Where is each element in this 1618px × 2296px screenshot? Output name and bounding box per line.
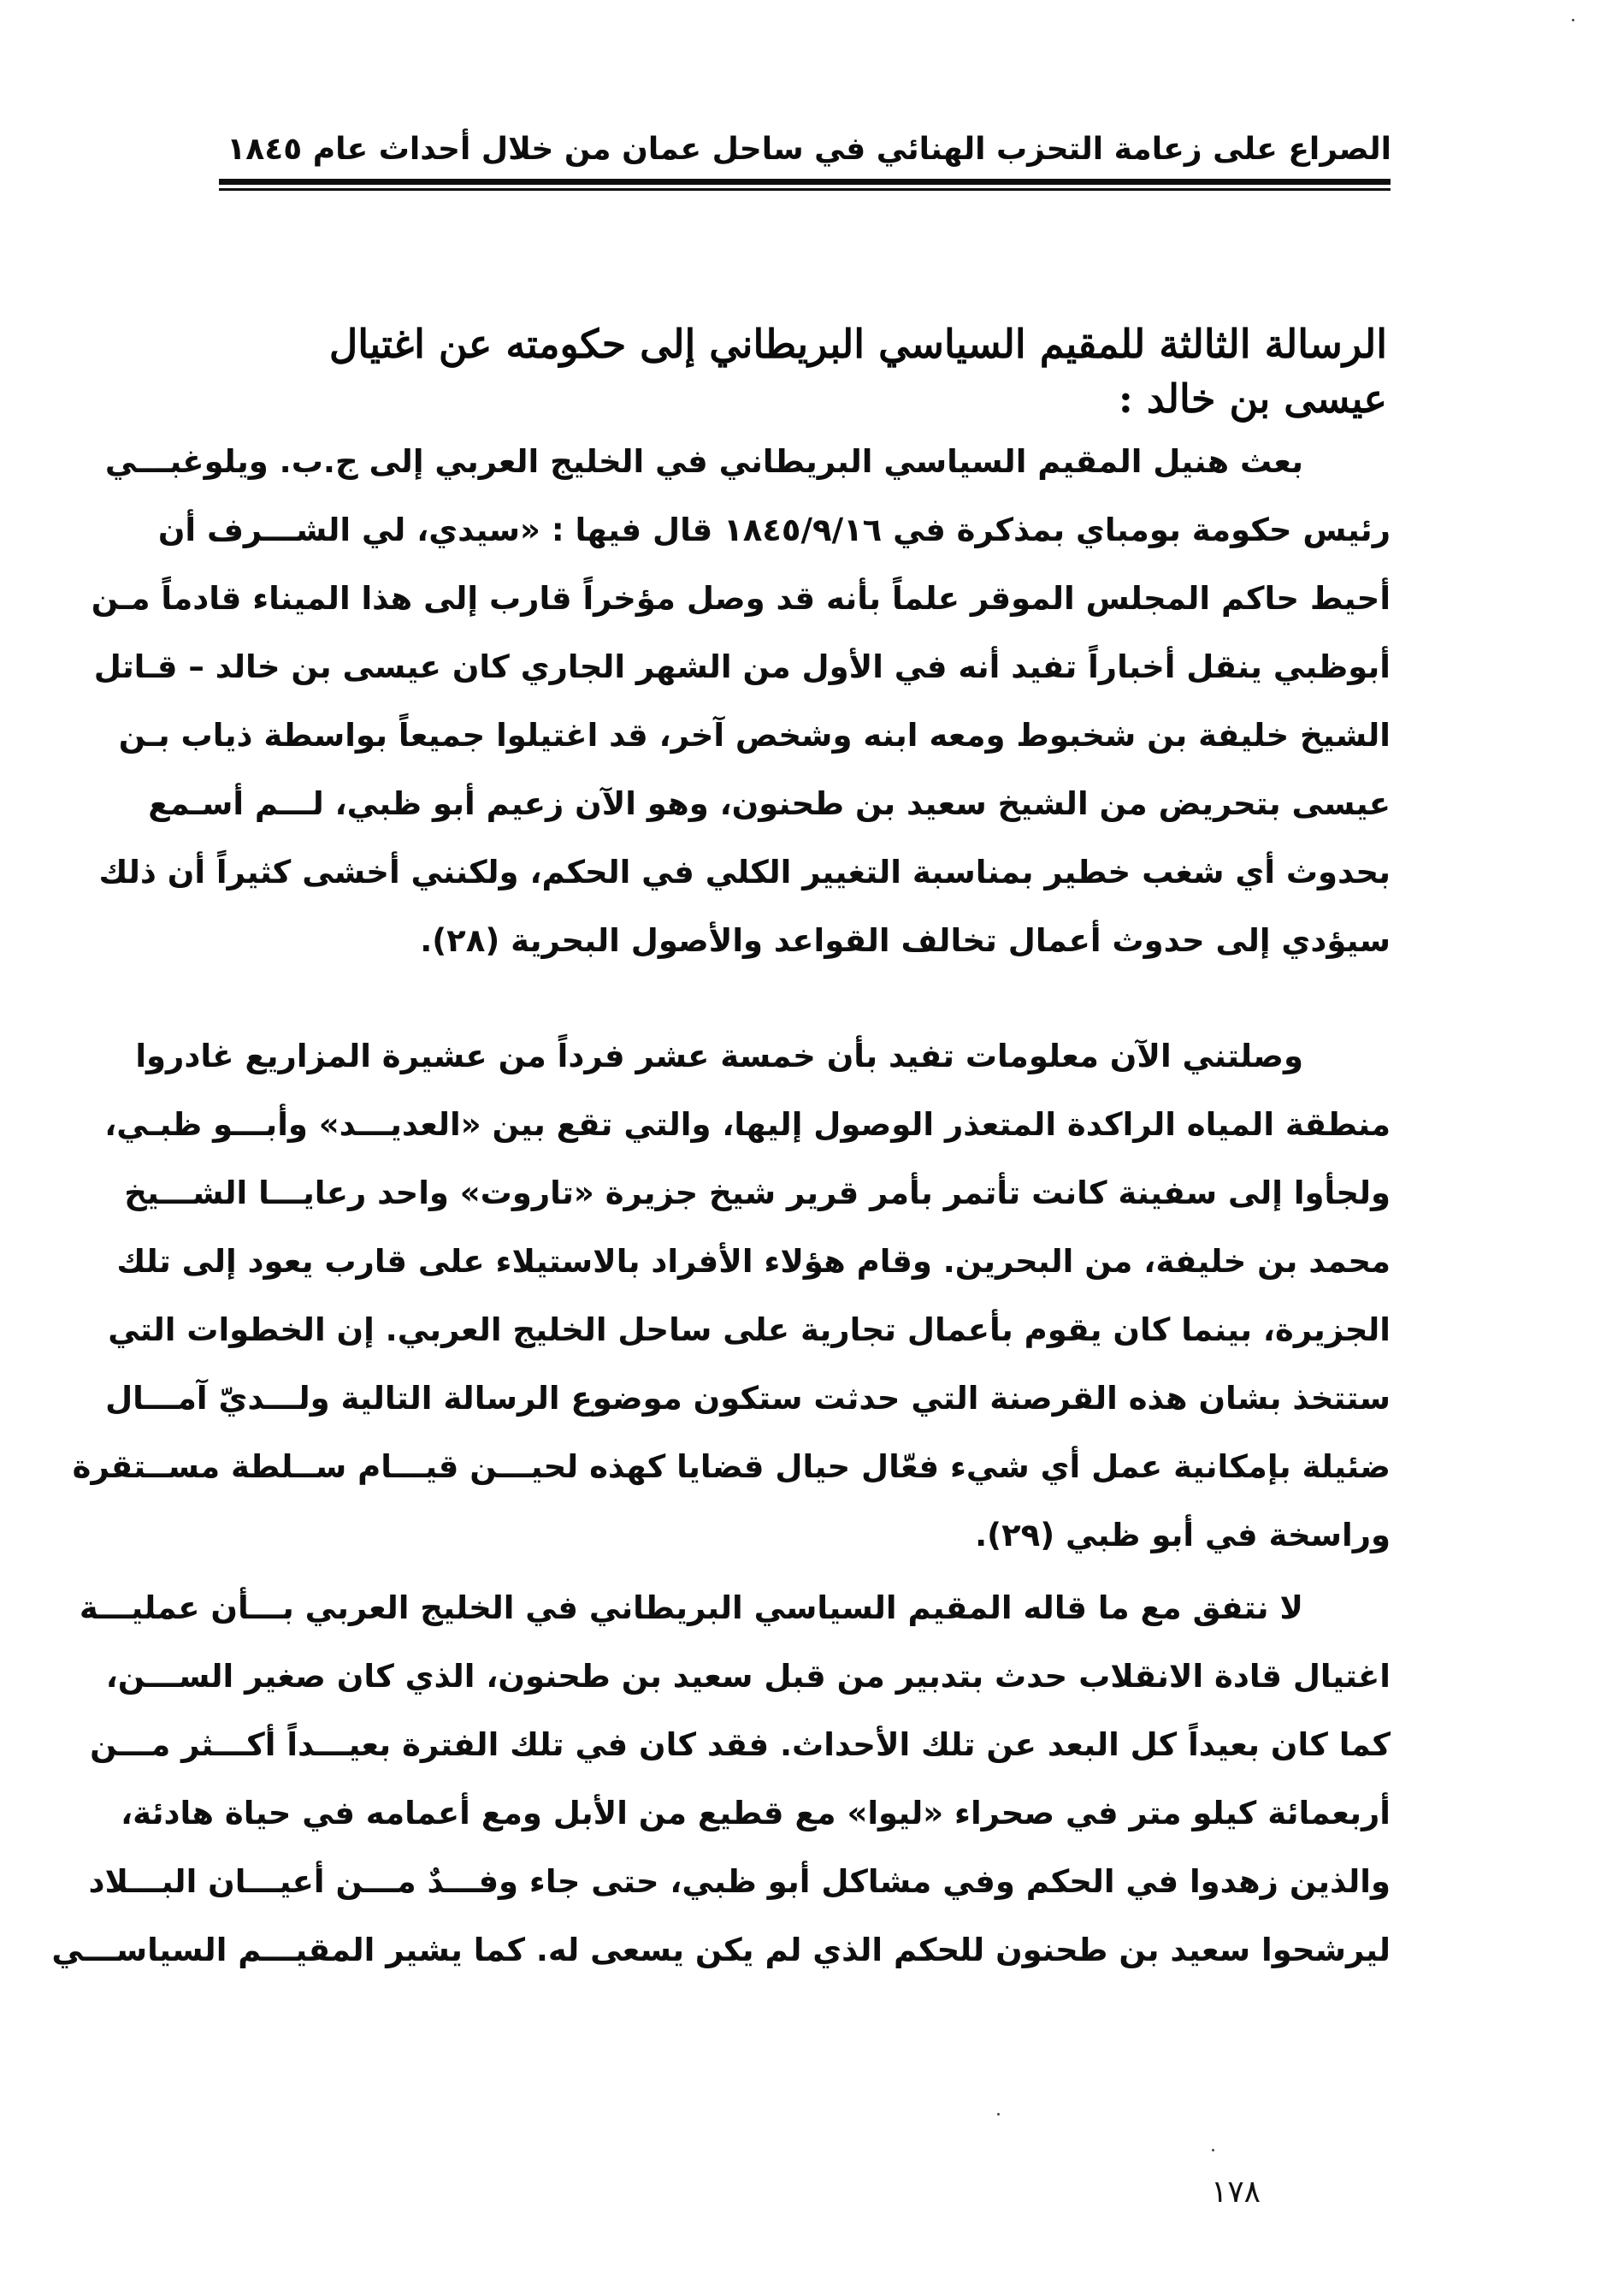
paragraph-3 xyxy=(51,1574,1391,1985)
text-line: أربعمائة كيلو متر في صحراء «ليوا» مع قطيع من الأبل ومع أعمامه في حياة هادئة، xyxy=(121,1795,1391,1831)
text-line: عيسى بتحريض من الشيخ سعيد بن طحنون، وهو الآن زعيم أبو ظبي، لـــم أسـمع xyxy=(148,785,1391,822)
text-line: سيؤدي إلى حدوث أعمال تخالف القواعد والأصول البحرية (٢٨). xyxy=(420,922,1391,959)
scan-speck xyxy=(1212,2149,1214,2151)
text-line: منطقة المياه الراكدة المتعذر الوصول إليها، والتي تقع بين «العديـــد» وأبـــو ظبـي، xyxy=(104,1106,1391,1143)
section-heading: الرسالة الثالثة للمقيم السياسي البريطاني إلى حكومته عن اغتيال عيسى بن خالد : xyxy=(328,321,1387,422)
text-line: بحدوث أي شغب خطير بمناسبة التغيير الكلي في الحكم، ولكنني أخشى كثيراً أن ذلك xyxy=(98,854,1391,891)
text-line: وراسخة في أبو ظبي (٢٩). xyxy=(975,1517,1391,1553)
text-line: وصلتني الآن معلومات تفيد بأن خمسة عشر فرداً من عشيرة المزاريع غادروا xyxy=(135,1038,1303,1074)
paragraph-1 xyxy=(91,428,1391,975)
paragraph-2 xyxy=(72,1022,1391,1570)
text-line: والذين زهدوا في الحكم وفي مشاكل أبو ظبي، حتى جاء وفـــدٌ مـــن أعيـــان البـــلاد xyxy=(88,1863,1391,1900)
text-line: ولجأوا إلى سفينة كانت تأتمر بأمر قرير شيخ جزيرة «تاروت» واحد رعايـــا الشـــيخ xyxy=(124,1175,1391,1211)
header-rule-thin xyxy=(219,188,1391,191)
scan-speck xyxy=(1572,19,1574,21)
text-line: ليرشحوا سعيد بن طحنون للحكم الذي لم يكن يسعى له. كما يشير المقيـــم السياســـي xyxy=(51,1932,1391,1968)
text-line: أحيط حاكم المجلس الموقر علماً بأنه قد وصل مؤخراً قارب إلى هذا الميناء قادماً مـن xyxy=(91,580,1391,617)
text-line: ستتخذ بشان هذه القرصنة التي حدثت ستكون موضوع الرسالة التالية ولـــديّ آمـــال xyxy=(105,1380,1391,1417)
page-number: ١٧٨ xyxy=(1210,2175,1261,2210)
text-line: كما كان بعيداً كل البعد عن تلك الأحداث. فقد كان في تلك الفترة بعيـــداً أكـــثر مـــن xyxy=(90,1726,1391,1763)
text-line: ضئيلة بإمكانية عمل أي شيء فعّال حيال قضايا كهذه لحيـــن قيـــام ســلطة مســتقرة xyxy=(72,1448,1391,1485)
text-line: الشيخ خليفة بن شخبوط ومعه ابنه وشخص آخر، قد اغتيلوا جميعاً بواسطة ذياب بـن xyxy=(118,717,1391,754)
scan-speck xyxy=(997,2113,1000,2116)
header-rule-thick xyxy=(219,179,1391,185)
running-header-title: الصراع على زعامة التحزب الهنائي في ساحل عمان من خلال أحداث عام ١٨٤٥ xyxy=(227,132,1391,167)
text-line: الجزيرة، بينما كان يقوم بأعمال تجارية على ساحل الخليج العربي. إن الخطوات التي xyxy=(108,1311,1391,1348)
text-line: لا نتفق مع ما قاله المقيم السياسي البريطاني في الخليج العربي بـــأن عمليـــة xyxy=(79,1589,1303,1626)
text-line: أبوظبي ينقل أخباراً تفيد أنه في الأول من الشهر الجاري كان عيسى بن خالد – قـاتل xyxy=(93,648,1391,685)
text-line: رئيس حكومة بومباي بمذكرة في ١٨٤٥/٩/١٦ قال فيها : «سيدي، لي الشـــرف أن xyxy=(157,512,1391,548)
text-line: محمد بن خليفة، من البحرين. وقام هؤلاء الأفراد بالاستيلاء على قارب يعود إلى تلك xyxy=(116,1243,1391,1280)
text-line: بعث هنيل المقيم السياسي البريطاني في الخليج العربي إلى ج.ب. ويلوغبـــي xyxy=(104,443,1303,480)
text-line: اغتيال قادة الانقلاب حدث بتدبير من قبل سعيد بن طحنون، الذي كان صغير الســـن، xyxy=(105,1658,1391,1695)
